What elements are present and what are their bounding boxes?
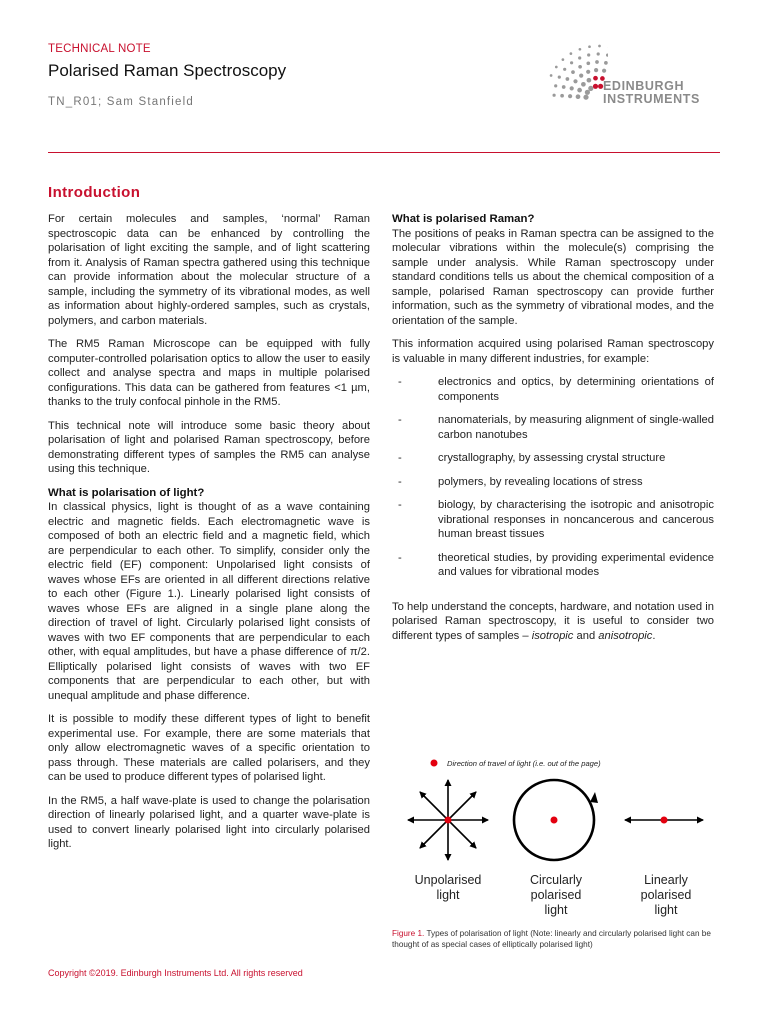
- left-column: [48, 212, 370, 861]
- logo-dot: [594, 68, 598, 72]
- logo-dot: [604, 61, 608, 65]
- label-circular-3: light: [544, 903, 568, 917]
- intro-paragraph-2: The RM5 Raman Microscope can be equipped with fully computer-controlled polarisation optics to allow the user to easily collect and analyse spectra and maps in multiple polarised configurations. This data can be gathered from features <1 µm, thanks to the truly confocal pinhole in the RM5.: [48, 338, 370, 408]
- intro-paragraph-1: For certain molecules and samples, ‘normal’ Raman spectroscopic data can be enhanced by controlling the polarisation of light exciting the sample, and of light scattering from it. Analysis of Raman spectra gathered using this technique can provide information about the molecular structure of a sample, including the symmetry of its vibrational modes, as well as information about highly-ordered samples, such as crystals, polymers, and carbon materials.: [48, 213, 370, 327]
- figure-polarisation-types: [392, 756, 726, 926]
- logo-dot: [577, 88, 582, 93]
- list-item: - theoretical studies, by providing experimental evidence and values for vibrational modes: [392, 551, 714, 580]
- logo-dot: [573, 79, 577, 83]
- header-divider: [48, 152, 720, 153]
- logo-dot: [593, 84, 598, 89]
- list-item: - crystallography, by assessing crystal structure: [392, 451, 714, 466]
- logo-dot: [581, 82, 586, 87]
- copyright-footer: Copyright ©2019. Edinburgh Instruments Ltd. All rights reserved: [48, 968, 303, 978]
- raman-paragraph-1: The positions of peaks in Raman spectra can be assigned to the molecular vibrations within the molecule(s) comprising the sample under analysis. While Raman spectroscopy under standard conditions tells us about the chemical composition of a sample, polarised Raman spectroscopy can provide further information, such as the symmetry of vibrational modes, and the orientation of the sample.: [392, 227, 714, 327]
- logo-dot: [588, 86, 593, 91]
- figure-caption: [392, 928, 714, 950]
- logo-dot: [562, 85, 566, 89]
- list-item: - nanomaterials, by measuring alignment of single-walled carbon nanotubes: [392, 413, 714, 442]
- center-dot-icon: [661, 817, 668, 824]
- logo-dot: [583, 95, 588, 100]
- logo-dot: [576, 94, 581, 99]
- label-circular-1: Circularly: [529, 873, 583, 887]
- dot-mark-icon: [548, 40, 608, 110]
- logo-dot: [570, 61, 573, 64]
- polarisation-paragraph-1: In classical physics, light is thought of as a wave containing electric and magnetic fields. Each electromagnetic wave is composed of both an electric field and a magnetic field, which are perpendicular to each other. To simplify, consider only the electric field (EF) component: Unpolarised light consists of waves whose EFs are oriented in all different directions relative to each other (Figure 1.). Linearly polarised light consists of waves whose EFs are aligned in a single plane along the direction of travel of light. Circularly polarised light consists of waves with two EF components that are perpendicular to each other, with equal amplitudes, but have a phase difference of π/2. Elliptically polarised light consists of waves with two EF components that are perpendicular to each other, but with unequal amplitude and phase difference.: [48, 501, 370, 702]
- logo-dot: [578, 56, 581, 59]
- raman-p3-start: To help understand the concepts, hardware, and notation used in polarised Raman spectroscopy, it is useful to consider two different types of samples –: [392, 600, 714, 642]
- logo-dot: [586, 61, 590, 65]
- logo-dot: [570, 86, 574, 90]
- logo-line2: INSTRUMENTS: [603, 91, 700, 106]
- caption-text: Types of polarisation of light (Note: linearly and circularly polarised light can be thought of as special cases of elliptically polarised light): [392, 929, 711, 949]
- logo-dot: [579, 74, 583, 78]
- label-unpolarised-1: Unpolarised: [414, 873, 482, 887]
- list-item: - biology, by characterising the isotropic and anisotropic vibrational responses in noncancerous and cancerous human breast tissues: [392, 498, 714, 542]
- logo-dot: [550, 74, 553, 77]
- logo-dot: [570, 52, 573, 55]
- logo-dot: [558, 76, 561, 79]
- applications-list: [392, 375, 714, 580]
- logo-dot: [606, 54, 608, 57]
- logo-dot: [593, 76, 598, 81]
- term-isotropic: isotropic: [531, 629, 574, 642]
- logo-dot: [585, 90, 590, 95]
- logo-dot: [587, 53, 590, 56]
- logo-dot: [563, 68, 566, 71]
- logo-dot: [566, 77, 570, 81]
- logo-dot: [595, 60, 599, 64]
- legend-dot-icon: [431, 760, 438, 767]
- intro-paragraph-3: This technical note will introduce some basic theory about polarisation of light and polarised Raman spectroscopy, before demonstrating different types of samples the RM5 can analyse using this technique.: [48, 419, 370, 475]
- term-anisotropic: anisotropic: [598, 629, 653, 642]
- polarisation-diagram: [392, 756, 726, 926]
- polarisation-paragraph-2: It is possible to modify these different types of light to benefit experimental use. For example, there are some materials that only allow electromagnetic waves of a specific orientation to pass through. These materials are called polarisers, and they can be used to produce different types of polarised light.: [48, 713, 370, 783]
- logo-dot: [555, 66, 558, 69]
- logo-dot: [578, 65, 582, 69]
- label-linear-3: light: [654, 903, 678, 917]
- label-unpolarised-2: light: [436, 888, 460, 902]
- polarisation-paragraph-3: In the RM5, a half wave-plate is used to change the polarisation direction of linearly polarised light, and a quarter wave-plate is used to convert linearly polarised light into circularly polarised light.: [48, 794, 370, 850]
- right-column: [392, 212, 714, 652]
- logo-dot: [579, 48, 582, 51]
- logo-dot: [602, 69, 606, 73]
- logo-dot: [587, 78, 592, 83]
- logo-dot: [553, 94, 556, 97]
- center-dot-icon: [445, 817, 452, 824]
- raman-p3-end: .: [652, 629, 656, 642]
- logo-line1: EDINBURGH: [603, 79, 685, 93]
- logo-dot: [568, 94, 572, 98]
- label-linear-1: Linearly: [644, 873, 688, 887]
- figure-number: Figure 1.: [392, 929, 425, 938]
- company-logo: [548, 40, 728, 110]
- logo-dot: [586, 70, 590, 74]
- logo-dot: [560, 94, 564, 98]
- list-item: - polymers, by revealing locations of stress: [392, 475, 714, 490]
- section-heading-introduction: Introduction: [48, 184, 141, 201]
- document-id-author: TN_R01; Sam Stanfield: [48, 96, 195, 108]
- list-item: - electronics and optics, by determining orientations of components: [392, 375, 714, 404]
- raman-paragraph-3: [392, 600, 714, 644]
- label-circular-2: polarised: [530, 888, 582, 902]
- raman-p3-and: and: [573, 629, 599, 642]
- label-linear-2: polarised: [640, 888, 692, 902]
- document-title: Polarised Raman Spectroscopy: [48, 61, 287, 80]
- raman-paragraph-2: This information acquired using polarised Raman spectroscopy is valuable in many different industries, for example:: [392, 338, 714, 365]
- center-dot-icon: [551, 817, 558, 824]
- subheading-polarised-raman: What is polarised Raman?: [392, 213, 535, 225]
- document-type-label: TECHNICAL NOTE: [48, 43, 151, 55]
- logo-dot: [562, 58, 565, 61]
- logo-dot: [588, 45, 591, 48]
- logo-dot: [598, 45, 601, 48]
- logo-dot: [597, 52, 600, 55]
- circular-arrowhead-icon: [590, 792, 598, 803]
- logo-dot: [571, 70, 575, 74]
- logo-dot: [554, 84, 557, 87]
- subheading-polarisation: What is polarisation of light?: [48, 486, 205, 499]
- legend-text: Direction of travel of light (i.e. out of the page): [447, 759, 601, 768]
